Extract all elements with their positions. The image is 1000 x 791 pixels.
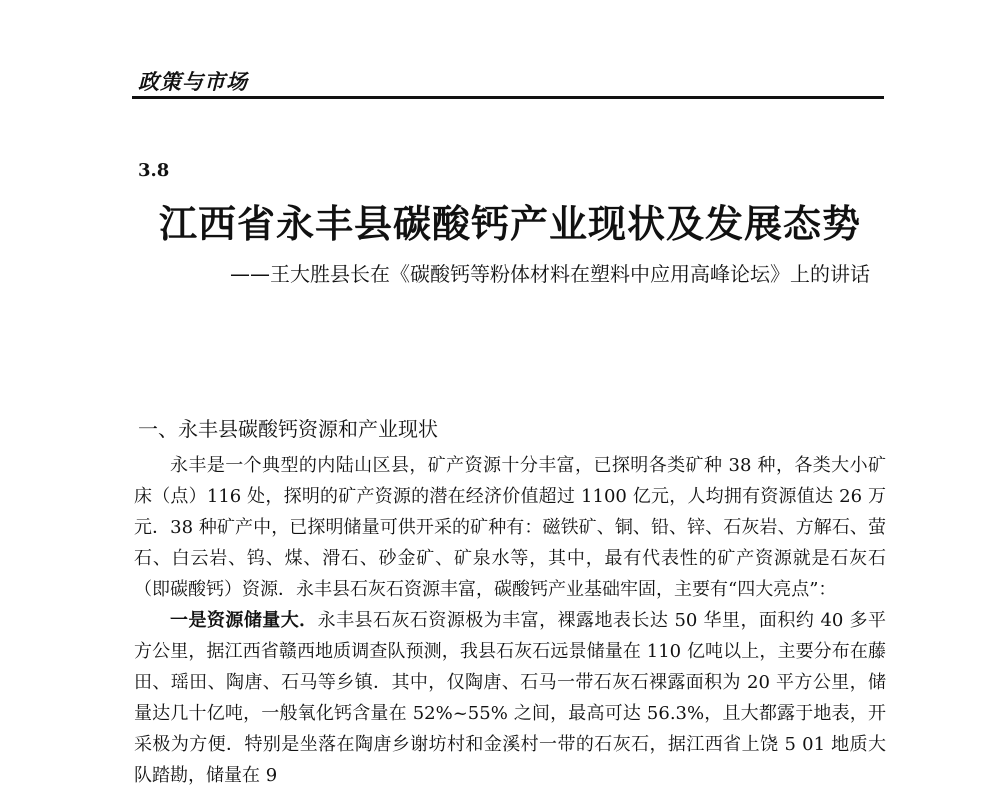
paragraph-text: 永丰县石灰石资源极为丰富，裸露地表长达 50 华里，面积约 40 多平方公里，据江西省赣西地质调查队预测，我县石灰石远景储量在 110 亿吨以上，主要分布在藤田、瑶田、陶唐、石马等乡镇．其中，仅陶唐、石马一带石灰石裸露面积为 20 平方公里，储量达几十亿吨，一般氧化钙含量在 52%~55% 之间，最高可达 56.3%，且大都露于地表，开采极为方便．特别是坐落在陶唐乡谢坊村和金溪村一带的石灰石，据江西省上饶 5 01 地质大队踏勘，储量在 9 — [134, 610, 886, 786]
article-body — [134, 450, 886, 791]
paragraph-lead: 一是资源储量大． — [170, 610, 318, 631]
article-title: 江西省永丰县碳酸钙产业现状及发展态势 — [158, 201, 861, 246]
paragraph: 永丰是一个典型的内陆山区县，矿产资源十分丰富，已探明各类矿种 38 种，各类大小矿床（点）116 处，探明的矿产资源的潜在经济价值超过 1100 亿元，人均拥有资源值达 26 万元．38 种矿产中，已探明储量可供开采的矿种有：磁铁矿、铜、铅、锌、石灰岩、方解石、萤石、白云岩、钨、煤、滑石、砂金矿、矿泉水等，其中，最有代表性的矿产资源就是石灰石（即碳酸钙）资源．永丰县石灰石资源丰富，碳酸钙产业基础牢固，主要有“四大亮点”： — [134, 455, 886, 600]
article-subtitle: ——王大胜县长在《碳酸钙等粉体材料在塑料中应用高峰论坛》上的讲话 — [230, 262, 870, 286]
paragraph — [134, 605, 886, 791]
running-header — [132, 62, 884, 99]
section-number: 3.8 — [138, 160, 170, 181]
section-heading: 一、永丰县碳酸钙资源和产业现状 — [138, 417, 438, 441]
header-label: 政策与市场 — [138, 69, 248, 94]
